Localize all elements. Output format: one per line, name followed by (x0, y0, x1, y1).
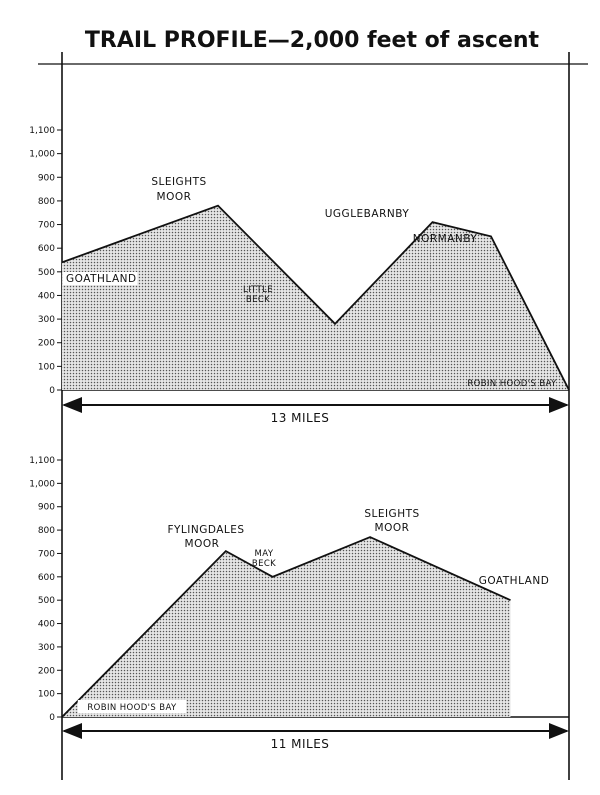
y-tick-label: 100 (37, 689, 55, 700)
y-tick-label: 300 (37, 315, 55, 326)
y-tick-label: 400 (37, 619, 55, 630)
point-label: SLEIGHTS (364, 508, 420, 520)
point-label: LITTLE (243, 285, 273, 295)
point-label: MOOR (184, 538, 220, 550)
y-tick-label: 0 (49, 386, 55, 396)
point-label: GOATHLAND (478, 575, 550, 587)
point-label: UGGLEBARNBY (324, 208, 410, 220)
y-tick-label: 600 (37, 572, 55, 583)
y-tick-label: 500 (37, 596, 55, 607)
y-tick-label: 100 (37, 362, 55, 373)
profile-area (62, 206, 569, 390)
y-tick-label: 1,100 (29, 126, 55, 136)
y-tick-label: 200 (37, 666, 55, 677)
y-tick-label: 400 (37, 291, 55, 302)
y-tick-label: 800 (37, 196, 55, 207)
y-tick-label: 700 (37, 549, 55, 560)
point-label: GOATHLAND (66, 273, 137, 285)
profile-area (62, 537, 511, 717)
top-profile-chart (29, 126, 569, 425)
y-tick-label: 800 (37, 526, 55, 537)
y-tick-label: 1,100 (29, 456, 55, 466)
point-label: ROBIN HOOD'S BAY (87, 703, 177, 713)
distance-label: 13 MILES (270, 411, 330, 425)
point-label: FYLINGDALES (167, 524, 245, 536)
point-label: MAY (254, 549, 274, 559)
point-label: SLEIGHTS (151, 176, 207, 188)
y-tick-label: 700 (37, 220, 55, 231)
y-tick-label: 900 (37, 173, 55, 184)
y-tick-label: 300 (37, 642, 55, 653)
point-label: MOOR (156, 191, 192, 203)
point-label: BECK (251, 559, 277, 569)
y-tick-label: 500 (37, 267, 55, 278)
y-tick-label: 0 (49, 713, 55, 723)
distance-label: 11 MILES (270, 737, 330, 751)
figure-title: TRAIL PROFILE—2,000 feet of ascent (84, 28, 540, 53)
y-tick-label: 1,000 (29, 149, 55, 160)
point-label: ROBIN HOOD'S BAY (467, 379, 557, 389)
point-label: MOOR (374, 522, 410, 534)
y-tick-label: 1,000 (29, 479, 55, 490)
y-tick-label: 600 (37, 244, 55, 255)
point-label: NORMANBY (412, 233, 478, 245)
bottom-profile-chart (29, 456, 569, 751)
point-label: BECK (245, 295, 271, 305)
y-tick-label: 900 (37, 502, 55, 513)
y-tick-label: 200 (37, 338, 55, 349)
